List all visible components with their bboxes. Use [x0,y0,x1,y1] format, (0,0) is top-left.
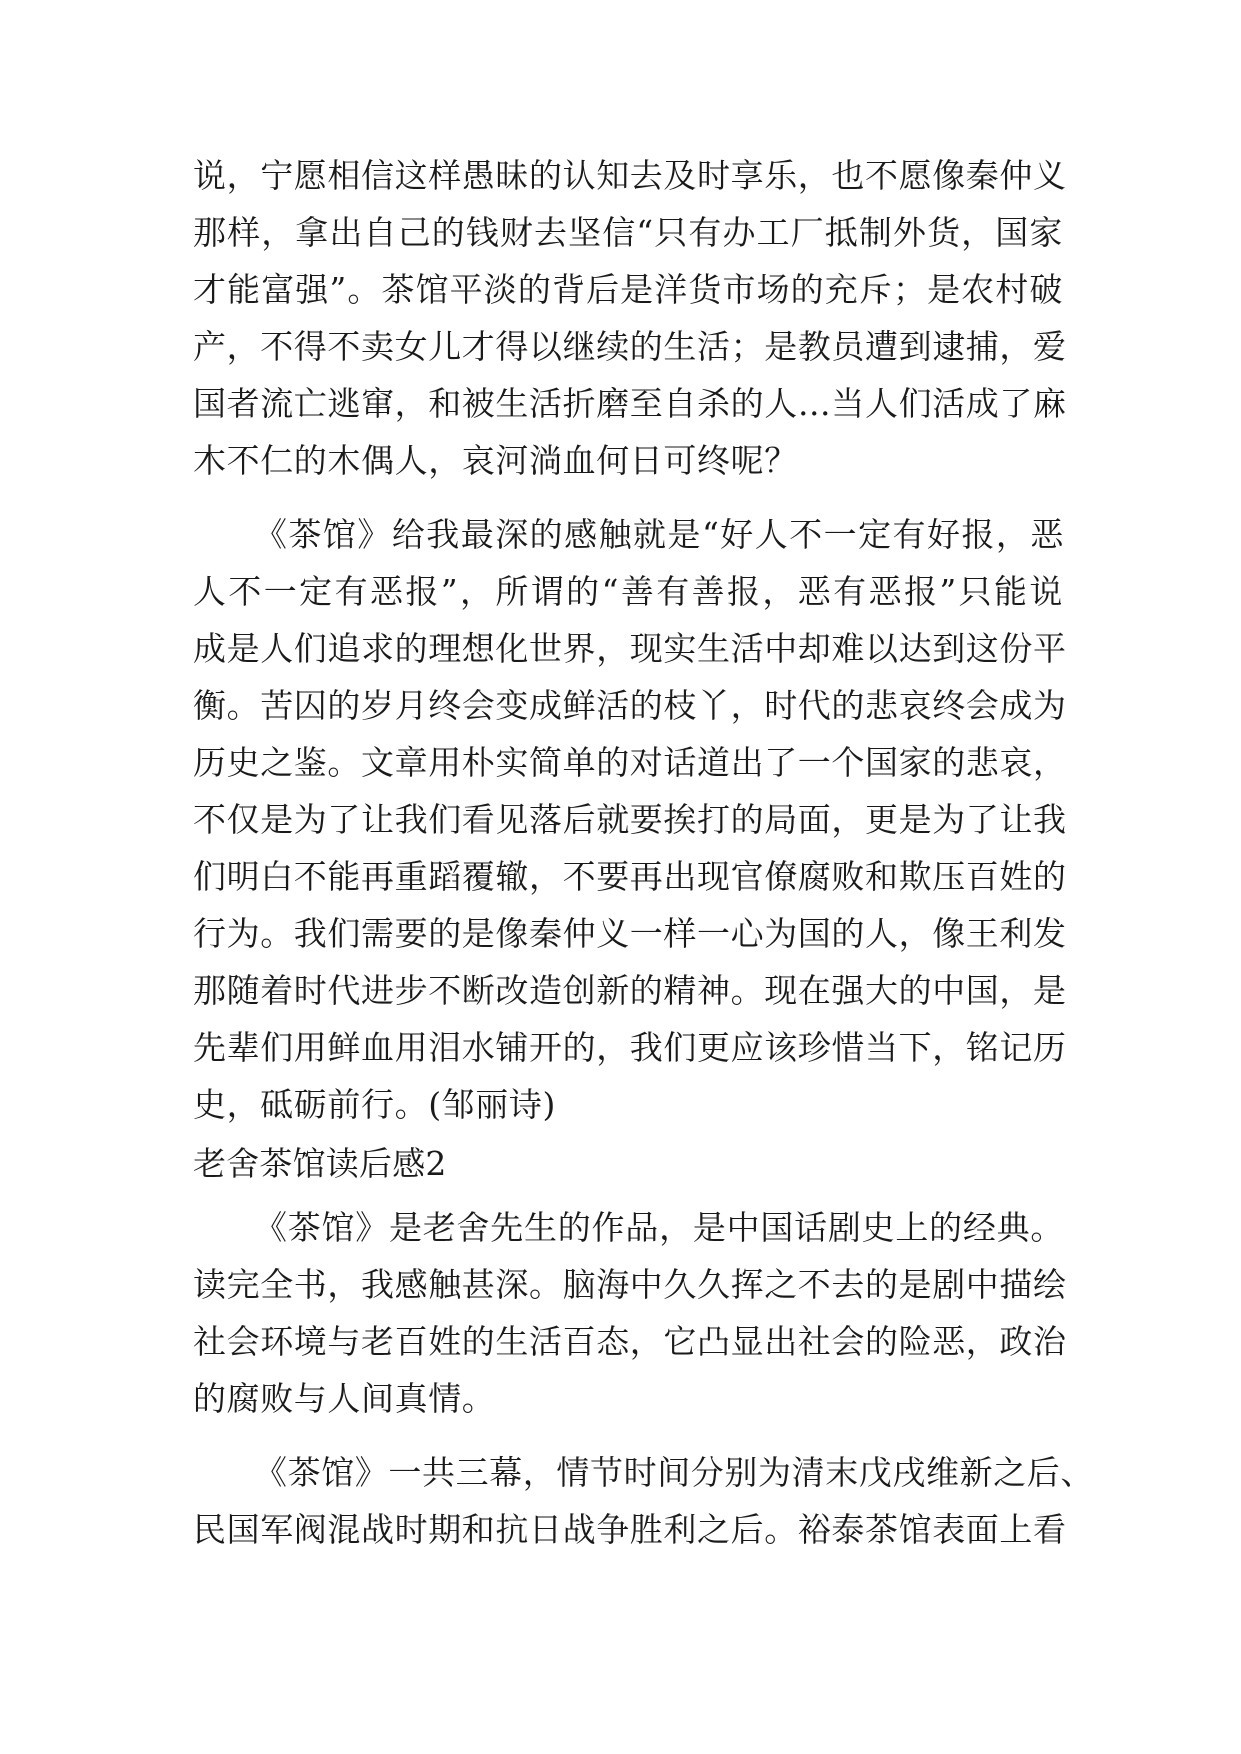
paragraph-first-line: 《茶馆》是老舍先生的作品，是中国话剧史上的经典。 [254,1208,1064,1247]
text-line: 历史之鉴。文章用朴实简单的对话道出了一个国家的悲哀， [193,743,1067,782]
text-line: 读完全书，我感触甚深。脑海中久久挥之不去的是剧中描绘 [193,1265,1067,1304]
text-line: 不仅是为了让我们看见落后就要挨打的局面，更是为了让我 [193,800,1067,839]
text-line: 民国军阀混战时期和抗日战争胜利之后。裕泰茶馆表面上看 [193,1510,1067,1549]
text-line: 木不仁的木偶人，哀河淌血何日可终呢？ [193,441,798,480]
paragraph-first-line: 《茶馆》给我最深的感触就是“好人不一定有好报，恶 [254,515,1064,554]
text-line: 国者流亡逃窜，和被生活折磨至自杀的人…当人们活成了麻 [193,384,1067,423]
text-line: 才能富强”。茶馆平淡的背后是洋货市场的充斥；是农村破 [193,270,1063,309]
text-line: 成是人们追求的理想化世界，现实生活中却难以达到这份平 [193,629,1067,668]
text-line: 的腐败与人间真情。 [193,1379,496,1418]
text-line: 史，砥砺前行。(邹丽诗) [193,1085,556,1124]
text-line: 产，不得不卖女儿才得以继续的生活；是教员遭到逮捕，爱 [193,327,1067,366]
paragraph-first-line: 《茶馆》一共三幕，情节时间分别为清末戊戌维新之后、 [254,1453,1094,1492]
text-line: 人不一定有恶报”，所谓的“善有善报，恶有恶报”只能说 [193,572,1063,611]
text-line: 社会环境与老百姓的生活百态，它凸显出社会的险恶，政治 [193,1322,1067,1361]
text-line: 说，宁愿相信这样愚昧的认知去及时享乐，也不愿像秦仲义 [193,156,1067,195]
text-line: 衡。苦囚的岁月终会变成鲜活的枝丫，时代的悲哀终会成为 [193,686,1067,725]
section-heading: 老舍茶馆读后感2 [193,1144,447,1183]
text-line: 那样，拿出自己的钱财去坚信“只有办工厂抵制外货，国家 [193,213,1063,252]
text-line: 先辈们用鲜血用泪水铺开的，我们更应该珍惜当下，铭记历 [193,1028,1067,1067]
text-line: 行为。我们需要的是像秦仲义一样一心为国的人，像王利发 [193,914,1067,953]
text-line: 们明白不能再重蹈覆辙，不要再出现官僚腐败和欺压百姓的 [193,857,1067,896]
text-line: 那随着时代进步不断改造创新的精神。现在强大的中国，是 [193,971,1067,1010]
